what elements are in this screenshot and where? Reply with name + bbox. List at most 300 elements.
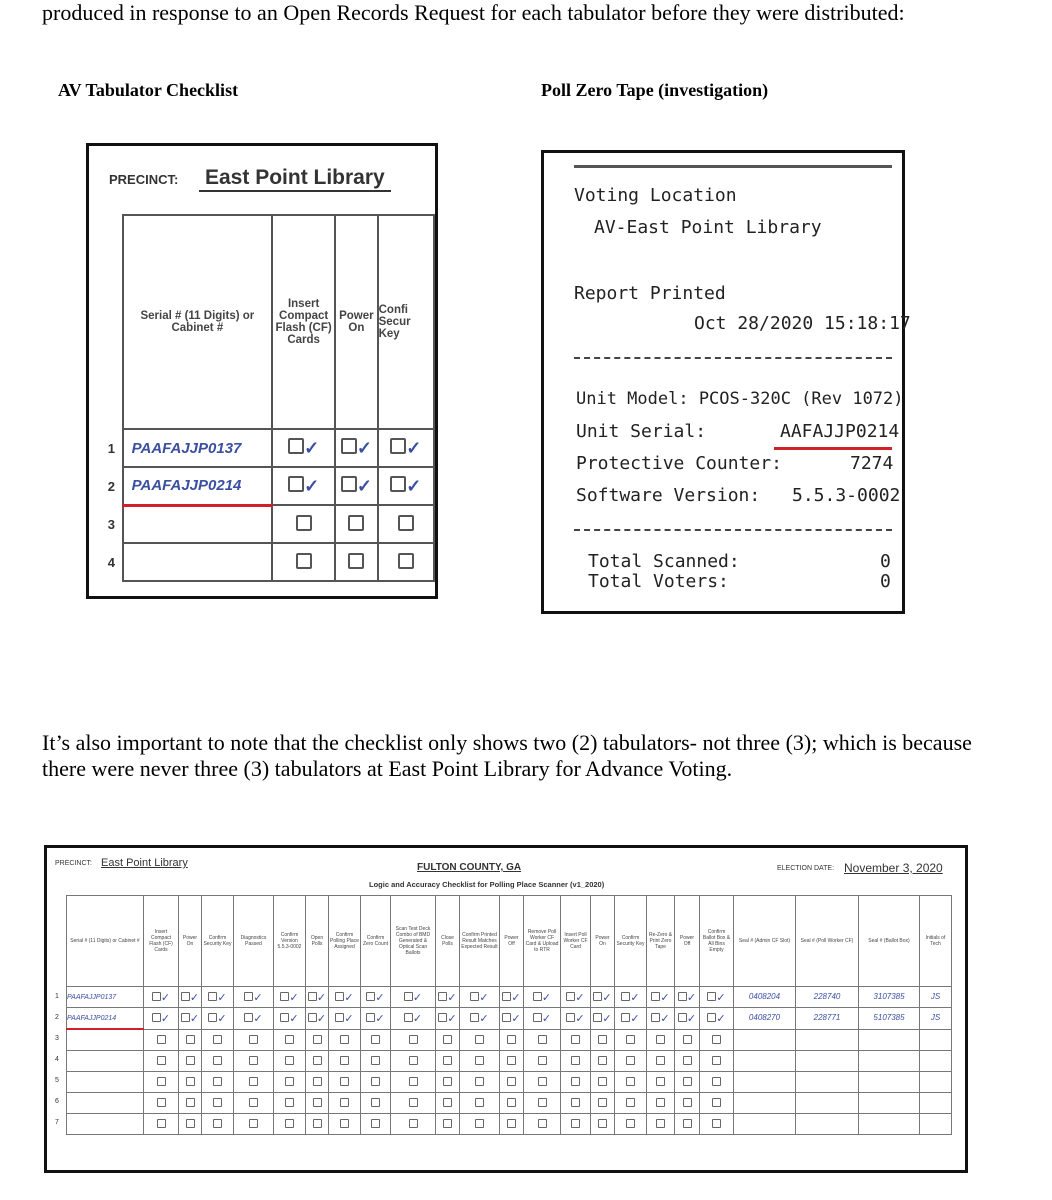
checkbox-icon[interactable] bbox=[409, 1077, 418, 1086]
checkbox-icon[interactable] bbox=[157, 1119, 166, 1128]
checkbox-cell[interactable] bbox=[460, 1114, 500, 1135]
checkbox-cell[interactable] bbox=[460, 1093, 500, 1114]
checkbox-cell[interactable] bbox=[202, 1093, 234, 1114]
checked-checkbox-icon[interactable] bbox=[404, 992, 413, 1001]
checkbox-icon[interactable] bbox=[571, 1077, 580, 1086]
checkbox-cell[interactable] bbox=[378, 467, 434, 505]
checkbox-cell[interactable] bbox=[647, 1008, 675, 1030]
checkbox-cell[interactable] bbox=[561, 1093, 591, 1114]
checkmark-icon: ✓ bbox=[217, 992, 227, 1004]
column-header: Seal # (Poll Worker CF) bbox=[796, 896, 859, 987]
checkbox-cell[interactable] bbox=[234, 1008, 274, 1030]
checkbox-cell[interactable] bbox=[591, 1029, 615, 1051]
checkbox-icon[interactable] bbox=[475, 1119, 484, 1128]
checkmark-icon: ✓ bbox=[716, 1013, 726, 1026]
checked-checkbox-icon[interactable] bbox=[181, 992, 190, 1001]
checkbox-cell[interactable] bbox=[144, 987, 179, 1008]
checkbox-cell[interactable] bbox=[524, 987, 561, 1008]
checkbox-icon[interactable] bbox=[213, 1119, 222, 1128]
checkbox-icon[interactable] bbox=[313, 1035, 322, 1044]
checked-checkbox-icon[interactable] bbox=[288, 476, 304, 492]
checkbox-cell[interactable] bbox=[700, 1114, 734, 1135]
checkbox-cell[interactable] bbox=[675, 987, 700, 1008]
checkbox-icon[interactable] bbox=[475, 1098, 484, 1107]
checkbox-cell[interactable] bbox=[378, 429, 434, 467]
checkbox-cell[interactable] bbox=[615, 1072, 647, 1093]
checkbox-cell[interactable] bbox=[361, 987, 391, 1008]
checkmark-icon: ✓ bbox=[356, 475, 372, 496]
checkbox-cell[interactable] bbox=[436, 1093, 460, 1114]
checkbox-cell[interactable] bbox=[700, 987, 734, 1008]
checkbox-cell[interactable] bbox=[144, 1008, 179, 1030]
checkbox-icon[interactable] bbox=[157, 1077, 166, 1086]
checkbox-icon[interactable] bbox=[340, 1077, 349, 1086]
checkbox-cell[interactable] bbox=[500, 1114, 524, 1135]
row-number: 2 bbox=[55, 1014, 59, 1021]
checkbox-cell[interactable] bbox=[675, 1051, 700, 1072]
seal-admin-cell bbox=[734, 1008, 796, 1030]
checked-checkbox-icon[interactable] bbox=[404, 1013, 413, 1022]
checkbox-cell[interactable] bbox=[391, 987, 436, 1008]
checkbox-cell[interactable] bbox=[202, 1008, 234, 1030]
checkbox-icon[interactable] bbox=[443, 1035, 452, 1044]
checkbox-cell[interactable] bbox=[500, 1093, 524, 1114]
checkbox-cell[interactable] bbox=[144, 1029, 179, 1051]
checkbox-cell[interactable] bbox=[391, 1114, 436, 1135]
checkbox-cell[interactable] bbox=[144, 1051, 179, 1072]
checkbox-cell[interactable] bbox=[335, 429, 377, 467]
checkbox-icon[interactable] bbox=[213, 1035, 222, 1044]
checkbox-cell[interactable] bbox=[329, 1051, 361, 1072]
checked-checkbox-icon[interactable] bbox=[533, 992, 542, 1001]
checkbox-icon[interactable] bbox=[186, 1098, 195, 1107]
checkbox-icon[interactable] bbox=[157, 1035, 166, 1044]
checkbox-icon[interactable] bbox=[409, 1098, 418, 1107]
checkbox-icon[interactable] bbox=[409, 1056, 418, 1065]
checkbox-cell[interactable] bbox=[306, 1114, 329, 1135]
checkbox-cell[interactable] bbox=[561, 1008, 591, 1030]
checkbox-icon[interactable] bbox=[371, 1056, 380, 1065]
column-header: Re-Zero & Print Zero Tape bbox=[647, 896, 675, 987]
checkbox-cell[interactable] bbox=[615, 1114, 647, 1135]
checkbox-icon[interactable] bbox=[296, 553, 312, 569]
checkbox-cell[interactable] bbox=[274, 1114, 306, 1135]
initials-cell bbox=[920, 1072, 952, 1093]
checkbox-cell[interactable] bbox=[647, 1114, 675, 1135]
checkbox-cell[interactable] bbox=[675, 1093, 700, 1114]
checkbox-icon[interactable] bbox=[656, 1035, 665, 1044]
checkbox-cell[interactable] bbox=[329, 1114, 361, 1135]
checkbox-icon[interactable] bbox=[538, 1077, 547, 1086]
checkbox-icon[interactable] bbox=[249, 1077, 258, 1086]
checkbox-cell[interactable] bbox=[524, 1008, 561, 1030]
software-version-label: Software Version: bbox=[576, 485, 761, 506]
checked-checkbox-icon[interactable] bbox=[678, 1013, 687, 1022]
av-tabulator-checklist-image bbox=[86, 143, 438, 599]
checkbox-icon[interactable] bbox=[186, 1119, 195, 1128]
checkbox-cell[interactable] bbox=[306, 1051, 329, 1072]
checkbox-cell[interactable] bbox=[675, 1029, 700, 1051]
checked-checkbox-icon[interactable] bbox=[678, 992, 687, 1001]
checkbox-cell[interactable] bbox=[329, 1008, 361, 1030]
checked-checkbox-icon[interactable] bbox=[288, 438, 304, 454]
protective-counter: 7274 bbox=[850, 453, 894, 474]
checkbox-icon[interactable] bbox=[409, 1119, 418, 1128]
seal-admin-cell bbox=[734, 987, 796, 1008]
checkbox-icon[interactable] bbox=[340, 1119, 349, 1128]
checkmark-icon: ✓ bbox=[304, 475, 320, 496]
checkbox-icon[interactable] bbox=[712, 1056, 721, 1065]
checkbox-icon[interactable] bbox=[398, 515, 414, 531]
checkbox-cell[interactable] bbox=[329, 1072, 361, 1093]
checkbox-icon[interactable] bbox=[285, 1056, 294, 1065]
checkmark-icon: ✓ bbox=[602, 992, 612, 1004]
checkbox-cell[interactable] bbox=[329, 987, 361, 1008]
checkbox-cell[interactable] bbox=[591, 987, 615, 1008]
checkbox-cell[interactable] bbox=[179, 1093, 202, 1114]
checkbox-icon[interactable] bbox=[683, 1077, 692, 1086]
checkbox-cell[interactable] bbox=[615, 1029, 647, 1051]
checkbox-cell[interactable] bbox=[234, 1114, 274, 1135]
checkbox-cell[interactable] bbox=[436, 1029, 460, 1051]
checkbox-cell[interactable] bbox=[460, 1051, 500, 1072]
checkbox-cell[interactable] bbox=[561, 1072, 591, 1093]
checkbox-cell[interactable] bbox=[500, 987, 524, 1008]
table-row bbox=[67, 1093, 952, 1114]
checkbox-icon[interactable] bbox=[598, 1098, 607, 1107]
checkbox-icon[interactable] bbox=[371, 1077, 380, 1086]
checkbox-icon[interactable] bbox=[656, 1077, 665, 1086]
checkbox-icon[interactable] bbox=[712, 1098, 721, 1107]
checkbox-cell[interactable] bbox=[274, 1029, 306, 1051]
checkbox-icon[interactable] bbox=[213, 1056, 222, 1065]
column-header: Confirm Version 5.5.3-0002 bbox=[274, 896, 306, 987]
table-row bbox=[67, 987, 952, 1008]
checked-checkbox-icon[interactable] bbox=[341, 476, 357, 492]
checkbox-cell[interactable] bbox=[378, 543, 434, 581]
checkbox-cell[interactable] bbox=[361, 1029, 391, 1051]
checkbox-icon[interactable] bbox=[712, 1035, 721, 1044]
checkbox-cell[interactable] bbox=[500, 1051, 524, 1072]
checkbox-icon[interactable] bbox=[683, 1119, 692, 1128]
checkbox-icon[interactable] bbox=[285, 1035, 294, 1044]
checkbox-cell[interactable] bbox=[179, 1029, 202, 1051]
checkbox-cell[interactable] bbox=[700, 1072, 734, 1093]
checkmark-icon: ✓ bbox=[344, 1013, 354, 1026]
checkbox-cell[interactable] bbox=[700, 1029, 734, 1051]
checkbox-icon[interactable] bbox=[443, 1119, 452, 1128]
checkbox-icon[interactable] bbox=[340, 1098, 349, 1107]
checkbox-icon[interactable] bbox=[313, 1119, 322, 1128]
checkbox-icon[interactable] bbox=[213, 1098, 222, 1107]
checkmark-icon: ✓ bbox=[447, 1013, 457, 1026]
checkbox-cell[interactable] bbox=[306, 1008, 329, 1030]
checkbox-icon[interactable] bbox=[507, 1119, 516, 1128]
checkbox-cell[interactable] bbox=[561, 1051, 591, 1072]
checkbox-cell[interactable] bbox=[202, 1114, 234, 1135]
serial-cell bbox=[67, 987, 144, 1008]
checkbox-cell[interactable] bbox=[700, 1093, 734, 1114]
checkbox-cell[interactable] bbox=[361, 1072, 391, 1093]
checkbox-icon[interactable] bbox=[538, 1119, 547, 1128]
checkbox-cell[interactable] bbox=[234, 987, 274, 1008]
checkbox-icon[interactable] bbox=[656, 1098, 665, 1107]
checkbox-cell[interactable] bbox=[179, 1008, 202, 1030]
checkbox-cell[interactable] bbox=[361, 1114, 391, 1135]
checkbox-icon[interactable] bbox=[598, 1056, 607, 1065]
checkbox-cell[interactable] bbox=[361, 1008, 391, 1030]
checked-checkbox-icon[interactable] bbox=[152, 992, 161, 1001]
checkbox-cell[interactable] bbox=[524, 1029, 561, 1051]
checkbox-icon[interactable] bbox=[598, 1035, 607, 1044]
checked-checkbox-icon[interactable] bbox=[308, 992, 317, 1001]
checkbox-cell[interactable] bbox=[306, 1072, 329, 1093]
checkbox-cell[interactable] bbox=[436, 1072, 460, 1093]
checkbox-icon[interactable] bbox=[157, 1098, 166, 1107]
checkbox-icon[interactable] bbox=[285, 1098, 294, 1107]
checkbox-cell[interactable] bbox=[675, 1008, 700, 1030]
initials-cell bbox=[920, 1008, 952, 1030]
checkbox-cell[interactable] bbox=[647, 1029, 675, 1051]
checkbox-cell[interactable] bbox=[179, 1072, 202, 1093]
checkbox-cell[interactable] bbox=[234, 1029, 274, 1051]
checkbox-icon[interactable] bbox=[571, 1119, 580, 1128]
checkbox-icon[interactable] bbox=[348, 515, 364, 531]
checkbox-icon[interactable] bbox=[598, 1077, 607, 1086]
checkbox-cell[interactable] bbox=[274, 1093, 306, 1114]
checkbox-icon[interactable] bbox=[683, 1098, 692, 1107]
checkbox-icon[interactable] bbox=[285, 1119, 294, 1128]
checkbox-icon[interactable] bbox=[626, 1119, 635, 1128]
checkbox-cell[interactable] bbox=[615, 987, 647, 1008]
checkbox-icon[interactable] bbox=[598, 1119, 607, 1128]
checkbox-cell[interactable] bbox=[361, 1051, 391, 1072]
checkbox-cell[interactable] bbox=[615, 1008, 647, 1030]
checkbox-cell[interactable] bbox=[647, 1051, 675, 1072]
checkbox-cell[interactable] bbox=[274, 987, 306, 1008]
checkbox-icon[interactable] bbox=[538, 1035, 547, 1044]
checkbox-icon[interactable] bbox=[538, 1056, 547, 1065]
checkbox-cell[interactable] bbox=[524, 1072, 561, 1093]
checkbox-cell[interactable] bbox=[500, 1029, 524, 1051]
checkbox-icon[interactable] bbox=[475, 1077, 484, 1086]
checkbox-icon[interactable] bbox=[571, 1098, 580, 1107]
checkbox-icon[interactable] bbox=[371, 1098, 380, 1107]
checkbox-cell[interactable] bbox=[272, 429, 335, 467]
checkbox-icon[interactable] bbox=[313, 1098, 322, 1107]
column-header: Confirm Zero Count bbox=[361, 896, 391, 987]
handwritten-seal-admin: 0408270 bbox=[748, 1013, 781, 1023]
checkbox-cell[interactable] bbox=[700, 1051, 734, 1072]
checkbox-icon[interactable] bbox=[213, 1077, 222, 1086]
checkbox-cell[interactable] bbox=[335, 543, 377, 581]
checkbox-icon[interactable] bbox=[249, 1056, 258, 1065]
checkbox-cell[interactable] bbox=[647, 1093, 675, 1114]
checkbox-icon[interactable] bbox=[296, 515, 312, 531]
checkbox-cell[interactable] bbox=[274, 1072, 306, 1093]
checkmark-icon: ✓ bbox=[412, 992, 423, 1004]
checkbox-cell[interactable] bbox=[272, 467, 335, 505]
checkbox-cell[interactable] bbox=[272, 543, 335, 581]
checkbox-icon[interactable] bbox=[186, 1056, 195, 1065]
checkbox-cell[interactable] bbox=[272, 505, 335, 543]
checkbox-icon[interactable] bbox=[712, 1077, 721, 1086]
checkbox-cell[interactable] bbox=[329, 1093, 361, 1114]
checkbox-cell[interactable] bbox=[144, 1093, 179, 1114]
checkbox-cell[interactable] bbox=[144, 1114, 179, 1135]
initials-cell bbox=[920, 1051, 952, 1072]
checkbox-cell[interactable] bbox=[460, 1029, 500, 1051]
checkbox-icon[interactable] bbox=[249, 1035, 258, 1044]
checked-checkbox-icon[interactable] bbox=[533, 1013, 542, 1022]
checkmark-icon: ✓ bbox=[511, 1013, 521, 1026]
checkbox-cell[interactable] bbox=[675, 1072, 700, 1093]
checkbox-cell[interactable] bbox=[460, 1072, 500, 1093]
checkbox-cell[interactable] bbox=[500, 1008, 524, 1030]
checkbox-icon[interactable] bbox=[507, 1098, 516, 1107]
checkbox-icon[interactable] bbox=[313, 1077, 322, 1086]
checked-checkbox-icon[interactable] bbox=[308, 1013, 317, 1022]
checkbox-cell[interactable] bbox=[615, 1093, 647, 1114]
checkbox-cell[interactable] bbox=[361, 1093, 391, 1114]
checkbox-cell[interactable] bbox=[591, 1008, 615, 1030]
checkbox-icon[interactable] bbox=[683, 1035, 692, 1044]
checkbox-icon[interactable] bbox=[626, 1077, 635, 1086]
checkbox-cell[interactable] bbox=[561, 987, 591, 1008]
checkbox-cell[interactable] bbox=[391, 1051, 436, 1072]
table-row bbox=[101, 505, 434, 543]
checkbox-cell[interactable] bbox=[202, 1029, 234, 1051]
checkbox-cell[interactable] bbox=[436, 1114, 460, 1135]
checkbox-icon[interactable] bbox=[348, 553, 364, 569]
checkbox-cell[interactable] bbox=[500, 1072, 524, 1093]
checkbox-cell[interactable] bbox=[391, 1072, 436, 1093]
checkbox-cell[interactable] bbox=[700, 1008, 734, 1030]
checked-checkbox-icon[interactable] bbox=[341, 438, 357, 454]
checkbox-cell[interactable] bbox=[391, 1029, 436, 1051]
checkbox-icon[interactable] bbox=[475, 1035, 484, 1044]
checkbox-icon[interactable] bbox=[507, 1056, 516, 1065]
checkbox-icon[interactable] bbox=[538, 1098, 547, 1107]
checkbox-cell[interactable] bbox=[647, 987, 675, 1008]
row-number: 7 bbox=[55, 1119, 59, 1126]
checkbox-icon[interactable] bbox=[626, 1056, 635, 1065]
checkbox-cell[interactable] bbox=[391, 1008, 436, 1030]
checkbox-cell[interactable] bbox=[615, 1051, 647, 1072]
checkbox-icon[interactable] bbox=[507, 1077, 516, 1086]
checkbox-cell[interactable] bbox=[335, 505, 377, 543]
checkbox-cell[interactable] bbox=[306, 987, 329, 1008]
checkbox-icon[interactable] bbox=[186, 1077, 195, 1086]
checkbox-cell[interactable] bbox=[591, 1114, 615, 1135]
checkbox-icon[interactable] bbox=[249, 1119, 258, 1128]
column-header: Open Polls bbox=[306, 896, 329, 987]
checkbox-cell[interactable] bbox=[202, 987, 234, 1008]
checkbox-icon[interactable] bbox=[443, 1056, 452, 1065]
handwritten-seal-ballot-box: 3107385 bbox=[873, 992, 905, 1001]
checkbox-icon[interactable] bbox=[712, 1119, 721, 1128]
checkbox-cell[interactable] bbox=[335, 467, 377, 505]
checkmark-icon: ✓ bbox=[660, 992, 670, 1004]
checkbox-icon[interactable] bbox=[656, 1119, 665, 1128]
checkbox-icon[interactable] bbox=[409, 1035, 418, 1044]
checkbox-cell[interactable] bbox=[591, 1093, 615, 1114]
checkbox-cell[interactable] bbox=[234, 1093, 274, 1114]
checkbox-icon[interactable] bbox=[371, 1119, 380, 1128]
checkbox-cell[interactable] bbox=[306, 1093, 329, 1114]
checkbox-cell[interactable] bbox=[524, 1093, 561, 1114]
checkbox-icon[interactable] bbox=[507, 1035, 516, 1044]
checkbox-cell[interactable] bbox=[524, 1051, 561, 1072]
checked-checkbox-icon[interactable] bbox=[390, 438, 406, 454]
checkbox-icon[interactable] bbox=[571, 1056, 580, 1065]
checkbox-icon[interactable] bbox=[371, 1035, 380, 1044]
checkbox-cell[interactable] bbox=[591, 1051, 615, 1072]
checkbox-cell[interactable] bbox=[460, 1008, 500, 1030]
checkbox-cell[interactable] bbox=[179, 1051, 202, 1072]
checkbox-cell[interactable] bbox=[561, 1029, 591, 1051]
checkmark-icon: ✓ bbox=[602, 1013, 612, 1026]
checkbox-cell[interactable] bbox=[274, 1051, 306, 1072]
checkbox-cell[interactable] bbox=[436, 1008, 460, 1030]
checkbox-cell[interactable] bbox=[179, 987, 202, 1008]
unit-model: Unit Model: PCOS-320C (Rev 1072) bbox=[576, 389, 904, 409]
checkbox-cell[interactable] bbox=[234, 1051, 274, 1072]
checkbox-icon[interactable] bbox=[157, 1056, 166, 1065]
checkbox-icon[interactable] bbox=[571, 1035, 580, 1044]
checkbox-icon[interactable] bbox=[398, 553, 414, 569]
checkbox-icon[interactable] bbox=[656, 1056, 665, 1065]
checkbox-icon[interactable] bbox=[475, 1056, 484, 1065]
checkbox-icon[interactable] bbox=[313, 1056, 322, 1065]
seal-ballot-box-cell bbox=[859, 987, 920, 1008]
checkbox-icon[interactable] bbox=[186, 1035, 195, 1044]
checkbox-icon[interactable] bbox=[285, 1077, 294, 1086]
checkbox-cell[interactable] bbox=[591, 1072, 615, 1093]
column-header: Insert Compact Flash (CF) Cards bbox=[144, 896, 179, 987]
checkbox-cell[interactable] bbox=[436, 987, 460, 1008]
checkbox-cell[interactable] bbox=[675, 1114, 700, 1135]
checkbox-icon[interactable] bbox=[683, 1056, 692, 1065]
checkbox-cell[interactable] bbox=[460, 987, 500, 1008]
checkbox-cell[interactable] bbox=[391, 1093, 436, 1114]
checked-checkbox-icon[interactable] bbox=[181, 1013, 190, 1022]
checked-checkbox-icon[interactable] bbox=[390, 476, 406, 492]
checkbox-cell[interactable] bbox=[329, 1029, 361, 1051]
checkbox-cell[interactable] bbox=[436, 1051, 460, 1072]
checkbox-cell[interactable] bbox=[378, 505, 434, 543]
checkbox-cell[interactable] bbox=[144, 1072, 179, 1093]
checkbox-cell[interactable] bbox=[179, 1114, 202, 1135]
checkbox-cell[interactable] bbox=[202, 1072, 234, 1093]
checkbox-cell[interactable] bbox=[524, 1114, 561, 1135]
checkbox-cell[interactable] bbox=[306, 1029, 329, 1051]
checkbox-icon[interactable] bbox=[626, 1035, 635, 1044]
checkbox-icon[interactable] bbox=[443, 1098, 452, 1107]
checkbox-cell[interactable] bbox=[647, 1072, 675, 1093]
checkbox-cell[interactable] bbox=[274, 1008, 306, 1030]
checkbox-icon[interactable] bbox=[340, 1056, 349, 1065]
checkbox-cell[interactable] bbox=[234, 1072, 274, 1093]
checkbox-cell[interactable] bbox=[561, 1114, 591, 1135]
checkbox-icon[interactable] bbox=[340, 1035, 349, 1044]
checkbox-icon[interactable] bbox=[626, 1098, 635, 1107]
checkbox-icon[interactable] bbox=[443, 1077, 452, 1086]
checkbox-icon[interactable] bbox=[249, 1098, 258, 1107]
checkbox-cell[interactable] bbox=[202, 1051, 234, 1072]
checked-checkbox-icon[interactable] bbox=[152, 1013, 161, 1022]
checkmark-icon: ✓ bbox=[479, 992, 489, 1004]
